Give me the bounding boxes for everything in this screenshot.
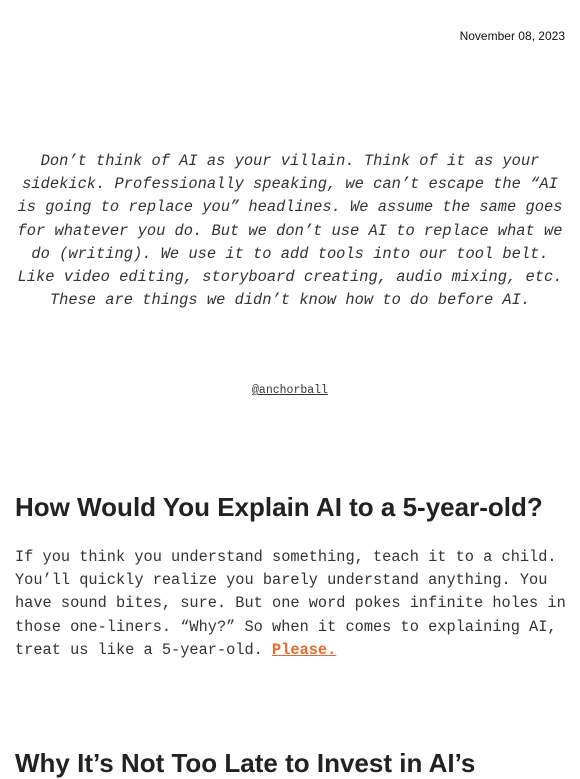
section-body-explain-ai — [15, 546, 567, 662]
please-link[interactable]: Please. — [272, 640, 337, 659]
pull-quote: Don’t think of AI as your villain. Think of it as your sidekick. Professionally speaking, we can’t escape the “AI is going to replace you” headlines. We assume the same goes for whatever you do. But we don’t use AI to replace what we do (writing). We use it to add tools into our tool belt. Like video editing, storyboard creating, audio mixing, etc. These are things we didn’t know how to do before AI. — [17, 152, 563, 310]
author-handle-link[interactable]: @anchorball — [252, 384, 328, 397]
section-heading-explain-ai: How Would You Explain AI to a 5-year-old? — [15, 492, 543, 522]
section-body-text: If you think you understand something, teach it to a child. You’ll quickly realize you barely understand anything. You have sound bites, sure. But one word pokes infinite holes in those one-liners. “Why?” So when it comes to explaining AI, treat us like a 5-year-old. — [15, 548, 566, 659]
section-heading-invest-ai: Why It’s Not Too Late to Invest in AI’s — [15, 748, 476, 778]
post-date: November 08, 2023 — [459, 29, 565, 43]
